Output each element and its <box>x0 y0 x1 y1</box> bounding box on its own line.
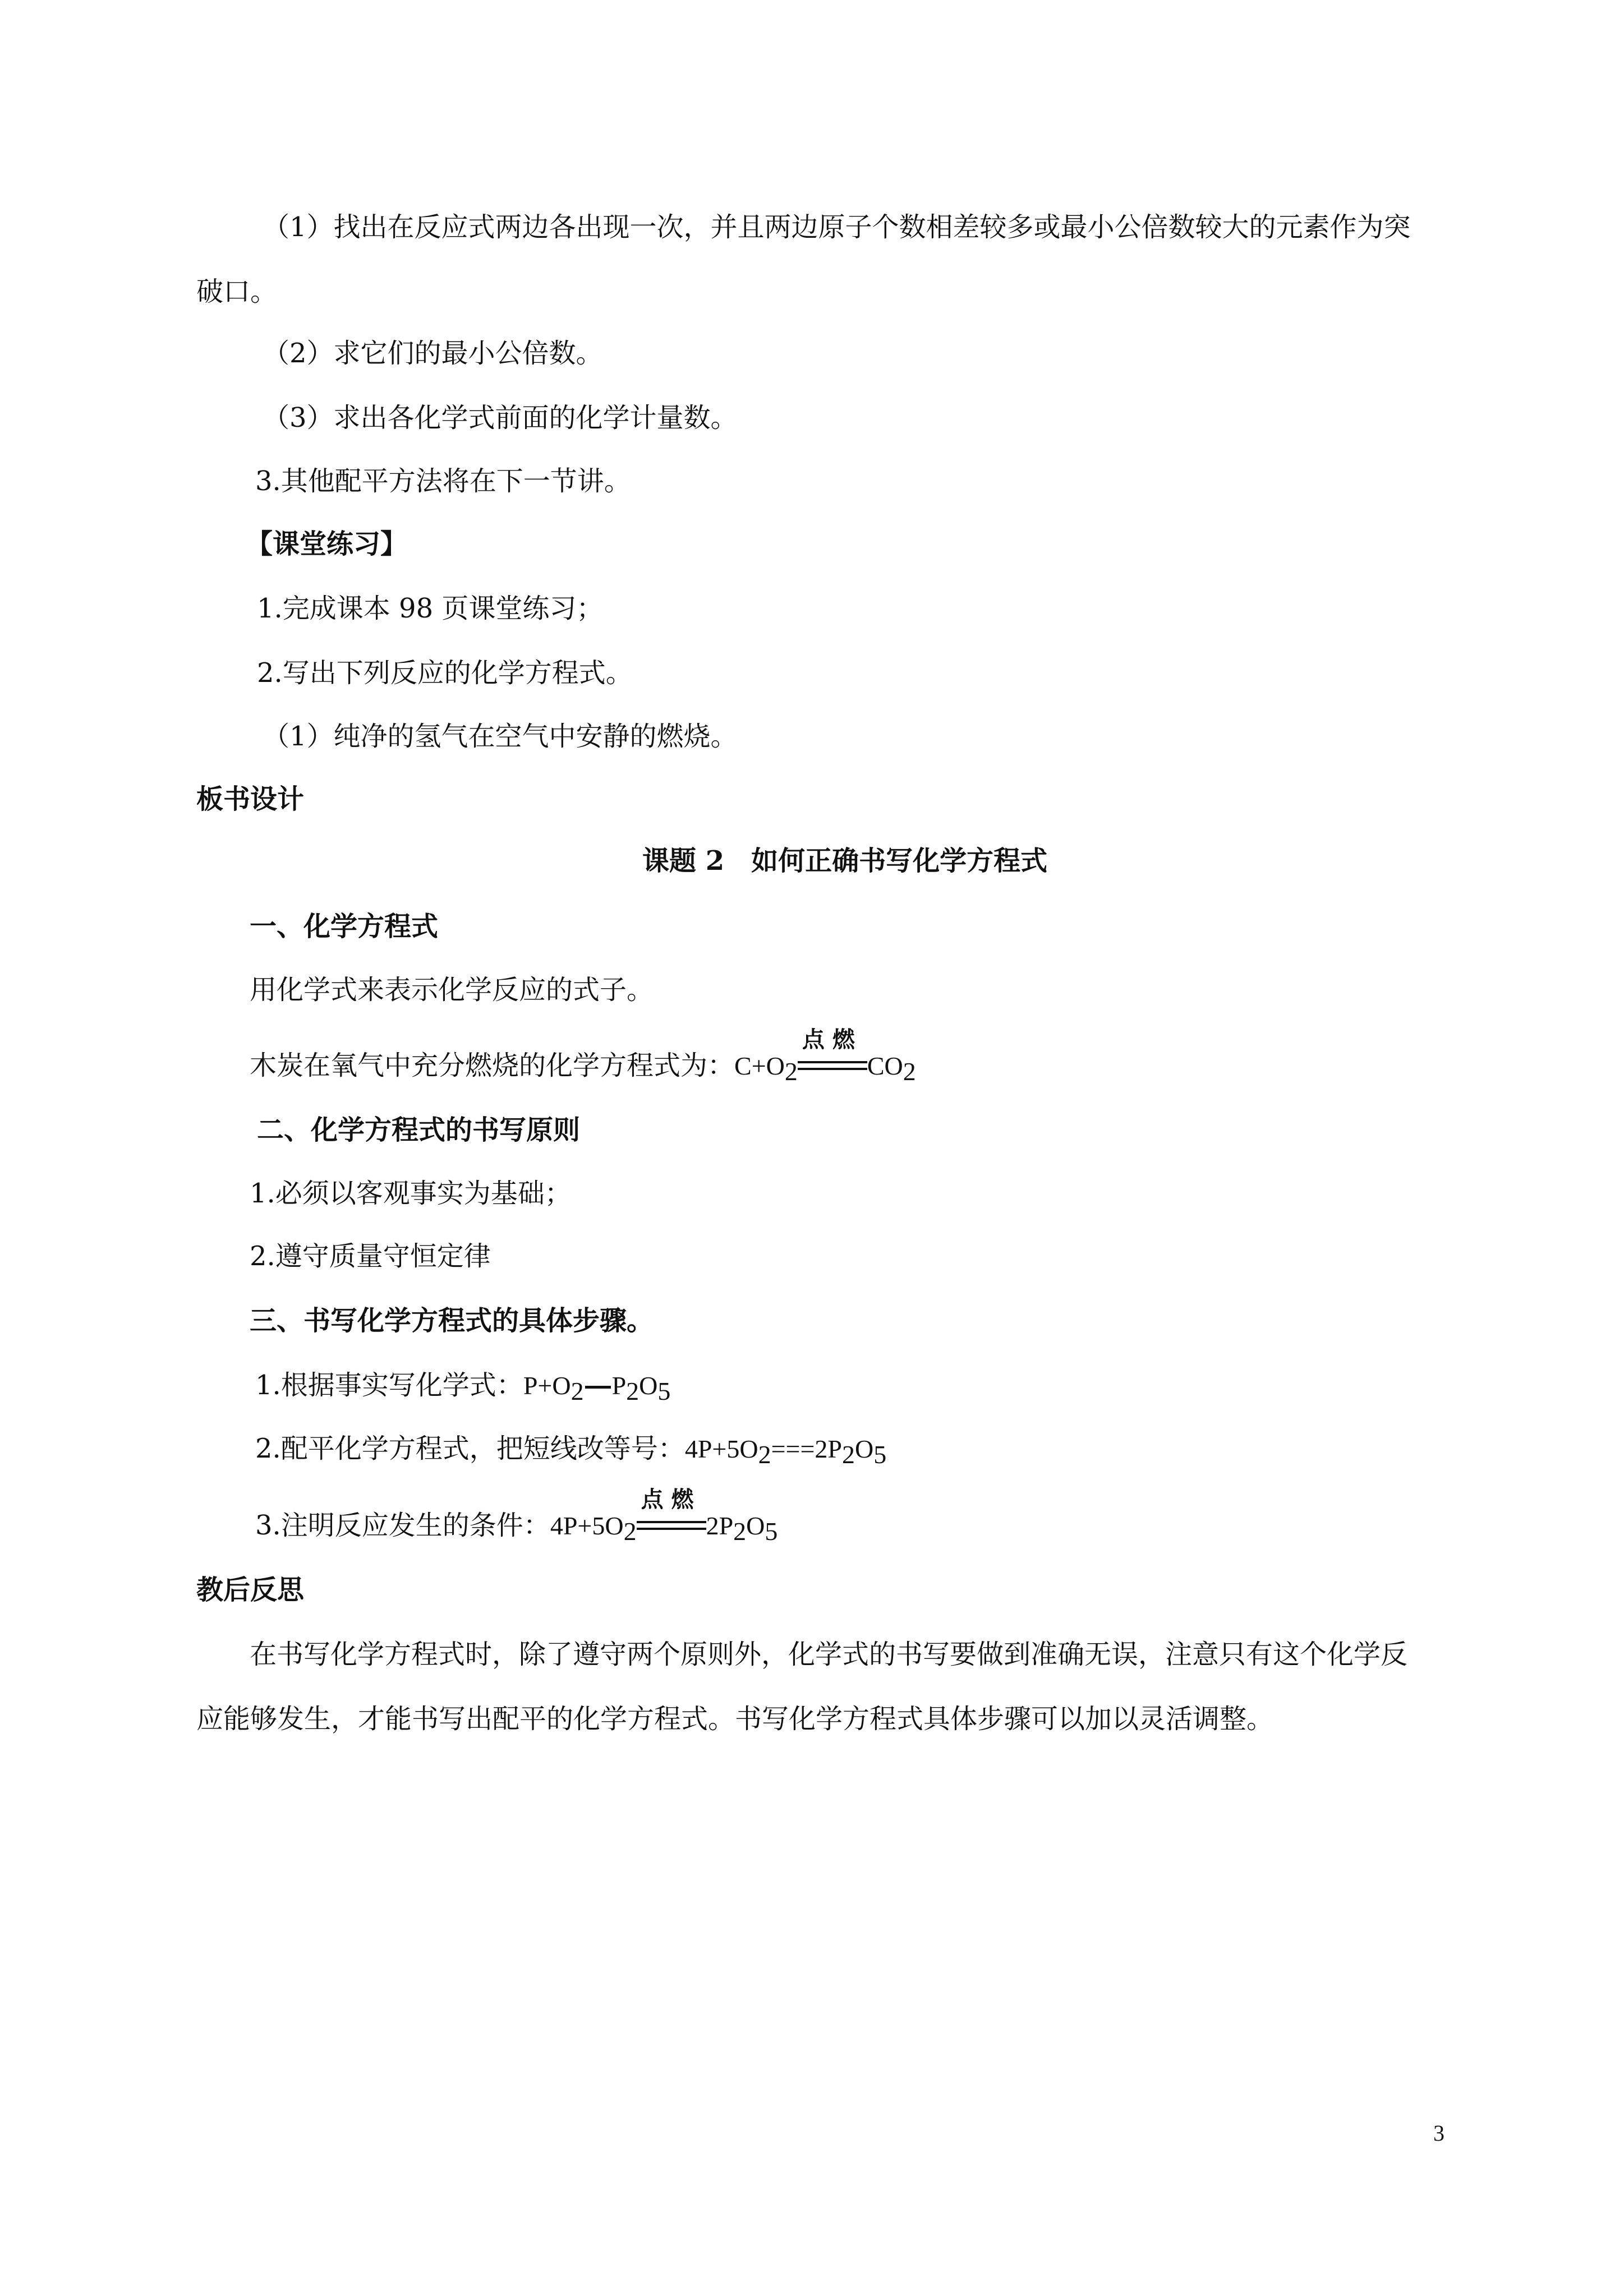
section3-step-3: 3.注明反应发生的条件：$4P+5O_2$ 点燃 $2P_2O_5$ <box>255 1487 778 1546</box>
ignition-condition-text: 点燃 <box>802 1027 863 1053</box>
other-methods-text: 3.其他配平方法将在下一节讲。 <box>255 465 631 497</box>
step2-text: （2）求它们的最小公倍数。 <box>263 338 603 369</box>
section2-heading: 二、化学方程式的书写原则 <box>257 1114 581 1146</box>
section3-step-1: 1.根据事实写化学式：$P+O_2$ $P_2O_5$ <box>255 1370 671 1405</box>
example-prefix: 木炭在氧气中充分燃烧的化学方程式为： <box>250 1050 735 1081</box>
step1-line1: （1）找出在反应式两边各出现一次，并且两边原子个数相差较多或最小公倍数较大的元素作为突 <box>263 211 1411 243</box>
board-heading: 板书设计 <box>196 783 305 815</box>
section1-heading: 一、化学方程式 <box>250 911 439 942</box>
page-number: 3 <box>1433 2120 1444 2146</box>
step2-equals: ===2P <box>771 1435 842 1463</box>
example-rhs: CO <box>867 1052 903 1080</box>
section1-definition: 用化学式来表示化学反应的式子。 <box>250 974 654 1006</box>
step1-prefix: 1.根据事实写化学式： <box>255 1370 523 1401</box>
example-lhs: C+O <box>734 1052 785 1080</box>
practice-heading: 【课堂练习】 <box>246 528 408 560</box>
practice-item-1: 1.完成课本 98 页课堂练习； <box>257 593 604 624</box>
ignition-condition-text: 点燃 <box>641 1487 702 1513</box>
reflection-heading: 教后反思 <box>196 1574 305 1606</box>
example-lhs-sub: 2 <box>784 1057 798 1086</box>
ignition-condition-sign <box>798 1027 867 1082</box>
step2-prefix: 2.配平化学方程式，把短线改等号： <box>255 1433 685 1464</box>
step3-prefix: 3.注明反应发生的条件： <box>255 1510 550 1541</box>
step3-text: （3）求出各化学式前面的化学计量数。 <box>263 402 738 434</box>
practice-item-2-sub1: （1）纯净的氢气在空气中安静的燃烧。 <box>263 721 738 752</box>
section2-item-2: 2.遵守质量守恒定律 <box>250 1241 491 1272</box>
practice-item-2: 2.写出下列反应的化学方程式。 <box>257 657 633 689</box>
section2-item-1: 1.必须以客观事实为基础； <box>250 1178 572 1209</box>
reflection-line1: 在书写化学方程式时，除了遵守两个原则外，化学式的书写要做到准确无误，注意只有这个化学反 <box>250 1639 1408 1670</box>
board-title: 课题 2 如何正确书写化学方程式 <box>642 845 1048 877</box>
reaction-dash <box>585 1386 611 1389</box>
reflection-line2: 应能够发生，才能书写出配平的化学方程式。书写化学方程式具体步骤可以加以灵活调整。 <box>196 1703 1274 1735</box>
example-rhs-sub: 2 <box>903 1057 916 1086</box>
ignition-condition-sign <box>637 1487 706 1542</box>
section3-heading: 三、书写化学方程式的具体步骤。 <box>250 1305 654 1336</box>
step1-line2: 破口。 <box>196 276 278 307</box>
section1-example <box>250 1027 916 1086</box>
section3-step-2: 2.配平化学方程式，把短线改等号：$4P+5O_2===2P_2O_5$ <box>255 1433 887 1469</box>
